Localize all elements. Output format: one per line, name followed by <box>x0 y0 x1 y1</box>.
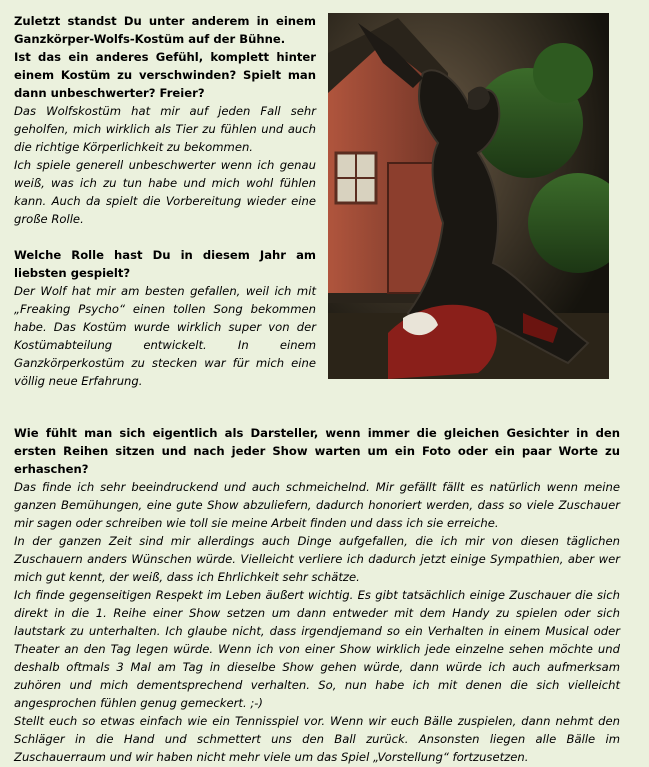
stage-photo-wolf <box>328 13 609 379</box>
interview-top-column <box>14 12 316 390</box>
answer-wolf-costume: Das Wolfskostüm hat mir auf jeden Fall sehr geholfen, mich wirklich als Tier zu fühlen und auch die richtige Körperlichkeit zu bekommen. <box>14 104 316 154</box>
answer-audience-part2: In der ganzen Zeit sind mir allerdings auch Dinge aufgefallen, die ich mir von diesen täglichen Zuschauern anders Wünschen würde. Vielleicht verliere ich dadurch jetzt einige Sympathien, aber wer mich gut kennt, der weiß, dass ich Ehrlichkeit sehr schätze. <box>14 534 620 584</box>
answer-favorite-role: Der Wolf hat mir am besten gefallen, weil ich mit „Freaking Psycho“ einen tollen Song bekommen habe. Das Kostüm wurde wirklich super von der Kostümabteilung entwickelt. In einem Ganzkörperkostüm zu stecken war für mich eine völlig neue Erfahrung. <box>14 284 316 388</box>
answer-audience-part3: Ich finde gegenseitigen Respekt im Leben äußert wichtig. Es gibt tatsächlich einige Zuschauer die sich direkt in die 1. Reihe einer Show setzen um dann entweder mit dem Handy zu spielen oder sich lautstark zu unterhalten. Ich glaube nicht, dass irgendjemand so ein Verhalten in einem Musical oder Theater an den Tag legen würde. Wenn ich von einer Show wirklich jede einzelne sehen möchte und deshalb oftmals 3 Mal am Tag in dieselbe Show gehen würde, dann würde ich auch aufmerksam zuhören und mich dementsprechend verhalten. So, nun habe ich mit denen die sich vielleicht angesprochen fühlen genug gemeckert. ;-) <box>14 588 620 710</box>
paragraph-spacer <box>14 228 316 246</box>
stage-photo-illustration <box>328 13 609 379</box>
question-favorite-role: Welche Rolle hast Du in diesem Jahr am liebsten gespielt? <box>14 248 316 280</box>
answer-preparation: Ich spiele generell unbeschwerter wenn ich genau weiß, was ich zu tun habe und mich wohl fühlen kann. Auch da spielt die Vorbereitung wieder eine große Rolle. <box>14 158 316 226</box>
answer-audience-part4: Stellt euch so etwas einfach wie ein Tennisspiel vor. Wenn wir euch Bälle zuspielen, dann nehmt den Schläger in die Hand und schmettert uns den Ball zurück. Ansonsten liegen alle Bälle im Zuschauerraum und wir haben nicht mehr viele um das Spiel „Vorstellung“ fortzusetzen. <box>14 714 620 764</box>
answer-audience-part1: Das finde ich sehr beeindruckend und auch schmeichelnd. Mir gefällt fällt es natürlich wenn meine ganzen Bemühungen, eine gute Show abzuliefern, dadurch honoriert werden, dass so viele Zuschauer mir sagen oder schreiben wie toll sie meine Arbeit finden und dass ich sie erreiche. <box>14 480 620 530</box>
question-wolf-costume: Zuletzt standst Du unter anderem in einem Ganzkörper-Wolfs-Kostüm auf der Bühne. <box>14 14 316 46</box>
question-costume-feeling: Ist das ein anderes Gefühl, komplett hinter einem Kostüm zu verschwinden? Spielt man dann unbeschwerter? Freier? <box>14 50 316 100</box>
question-regular-audience: Wie fühlt man sich eigentlich als Darsteller, wenn immer die gleichen Gesichter in den ersten Reihen sitzen und nach jeder Show warten um ein Foto oder ein paar Worte zu erhaschen? <box>14 426 620 476</box>
interview-bottom-column <box>14 424 620 766</box>
